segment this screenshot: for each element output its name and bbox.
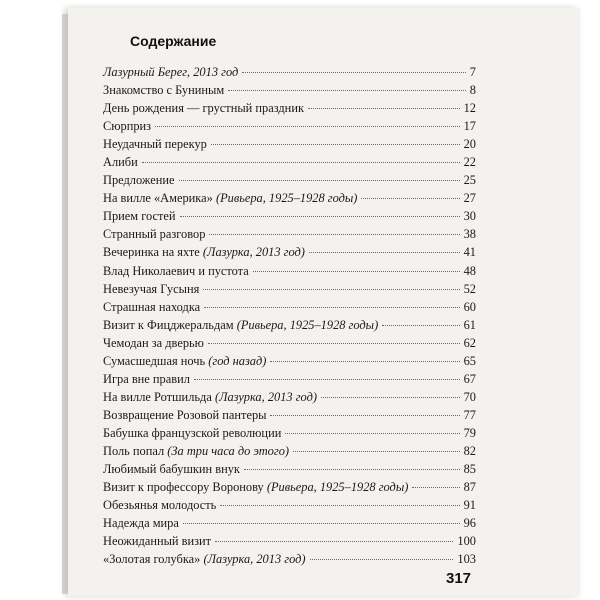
page-number: 77 [463,407,476,422]
toc-entry: Страшная находка 60 [103,299,476,314]
leader-dots [285,433,459,434]
leader-dots [155,126,460,127]
toc-entry: Игра вне правил 67 [103,371,476,386]
toc-entry: Знакомство с Буниным 8 [103,83,476,98]
leader-dots [412,487,459,488]
page-number: 96 [463,516,476,531]
toc-entry: Предложение 25 [103,173,476,188]
page-number: 7 [469,65,476,79]
page-number: 85 [463,462,476,477]
leader-dots [204,307,459,308]
toc-entry: День рождения — грустный праздник 12 [103,101,476,116]
table-of-contents [103,63,476,568]
page-number: 27 [463,191,476,206]
leader-dots [183,523,460,524]
page-number: 91 [463,498,476,513]
toc-entry: Неудачный перекур 20 [103,137,476,152]
folio-page-number: 317 [446,570,472,587]
page-number: 61 [463,317,476,332]
page-number: 52 [463,281,476,296]
page-number: 48 [463,263,476,278]
page-number: 20 [463,137,476,152]
page-number: 8 [469,83,476,98]
toc-entry: Лазурный Берег, 2013 год 7 [103,65,476,79]
leader-dots [180,216,460,217]
toc-entry: Любимый бабушкин внук 85 [103,462,476,477]
toc-entry: Сюрприз 17 [103,119,476,134]
toc-entry: Невезучая Гусыня 52 [103,281,476,296]
leader-dots [309,252,460,253]
leader-dots [220,505,459,506]
page-number: 87 [463,480,476,495]
leader-dots [208,343,460,344]
page-number: 82 [463,443,476,458]
page-number: 100 [457,534,476,549]
leader-dots [142,162,460,163]
toc-entry: Прием гостей 30 [103,209,476,224]
page-number: 12 [463,101,476,116]
toc-entry: Возвращение Розовой пантеры 77 [103,407,476,422]
toc-entry: На вилле «Америка» (Ривьера, 1925–1928 годы) 27 [103,191,476,206]
page-number: 22 [463,155,476,170]
toc-entry: Чемодан за дверью 62 [103,335,476,350]
page-number: 67 [463,371,476,386]
toc-entry: Алиби 22 [103,155,476,170]
leader-dots [310,559,454,560]
leader-dots [361,198,459,199]
toc-entry: Сумасшедшая ночь (год назад) 65 [103,353,476,368]
toc-entry: Бабушка французской революции 79 [103,425,476,440]
toc-entry: На вилле Ротшильда (Лазурка, 2013 год) 70 [103,389,476,404]
page-number: 79 [463,425,476,440]
leader-dots [308,108,460,109]
leader-dots [215,541,453,542]
leader-dots [228,90,466,91]
leader-dots [194,379,460,380]
leader-dots [179,180,460,181]
leader-dots [203,289,459,290]
toc-entry: Вечеринка на яхте (Лазурка, 2013 год) 41 [103,245,476,260]
leader-dots [293,451,460,452]
page-number: 25 [463,173,476,188]
toc-entry: Неожиданный визит 100 [103,534,476,549]
toc-entry: Влад Николаевич и пустота 48 [103,263,476,278]
leader-dots [382,325,459,326]
page-number: 103 [457,552,476,567]
page-number: 60 [463,299,476,314]
page-number: 62 [463,335,476,350]
page-number: 30 [463,209,476,224]
leader-dots [270,415,459,416]
toc-entry: Обезьянья молодость 91 [103,498,476,513]
page-number: 70 [463,389,476,404]
toc-entry: Поль попал (За три часа до этого) 82 [103,443,476,458]
page-number: 38 [463,227,476,242]
leader-dots [270,361,459,362]
toc-entry: «Золотая голубка» (Лазурка, 2013 год) 103 [103,552,476,567]
page-title: Содержание [130,33,217,49]
page-number: 65 [463,353,476,368]
leader-dots [211,144,460,145]
leader-dots [244,469,460,470]
toc-entry: Визит к профессору Воронову (Ривьера, 1925–1928 годы) 87 [103,480,476,495]
page-number: 41 [463,245,476,260]
toc-entry: Странный разговор 38 [103,227,476,242]
leader-dots [321,397,460,398]
page-number: 17 [463,119,476,134]
leader-dots [242,72,466,73]
leader-dots [209,234,459,235]
toc-entry: Визит к Фицджеральдам (Ривьера, 1925–1928 годы) 61 [103,317,476,332]
toc-entry: Надежда мира 96 [103,516,476,531]
leader-dots [253,271,460,272]
